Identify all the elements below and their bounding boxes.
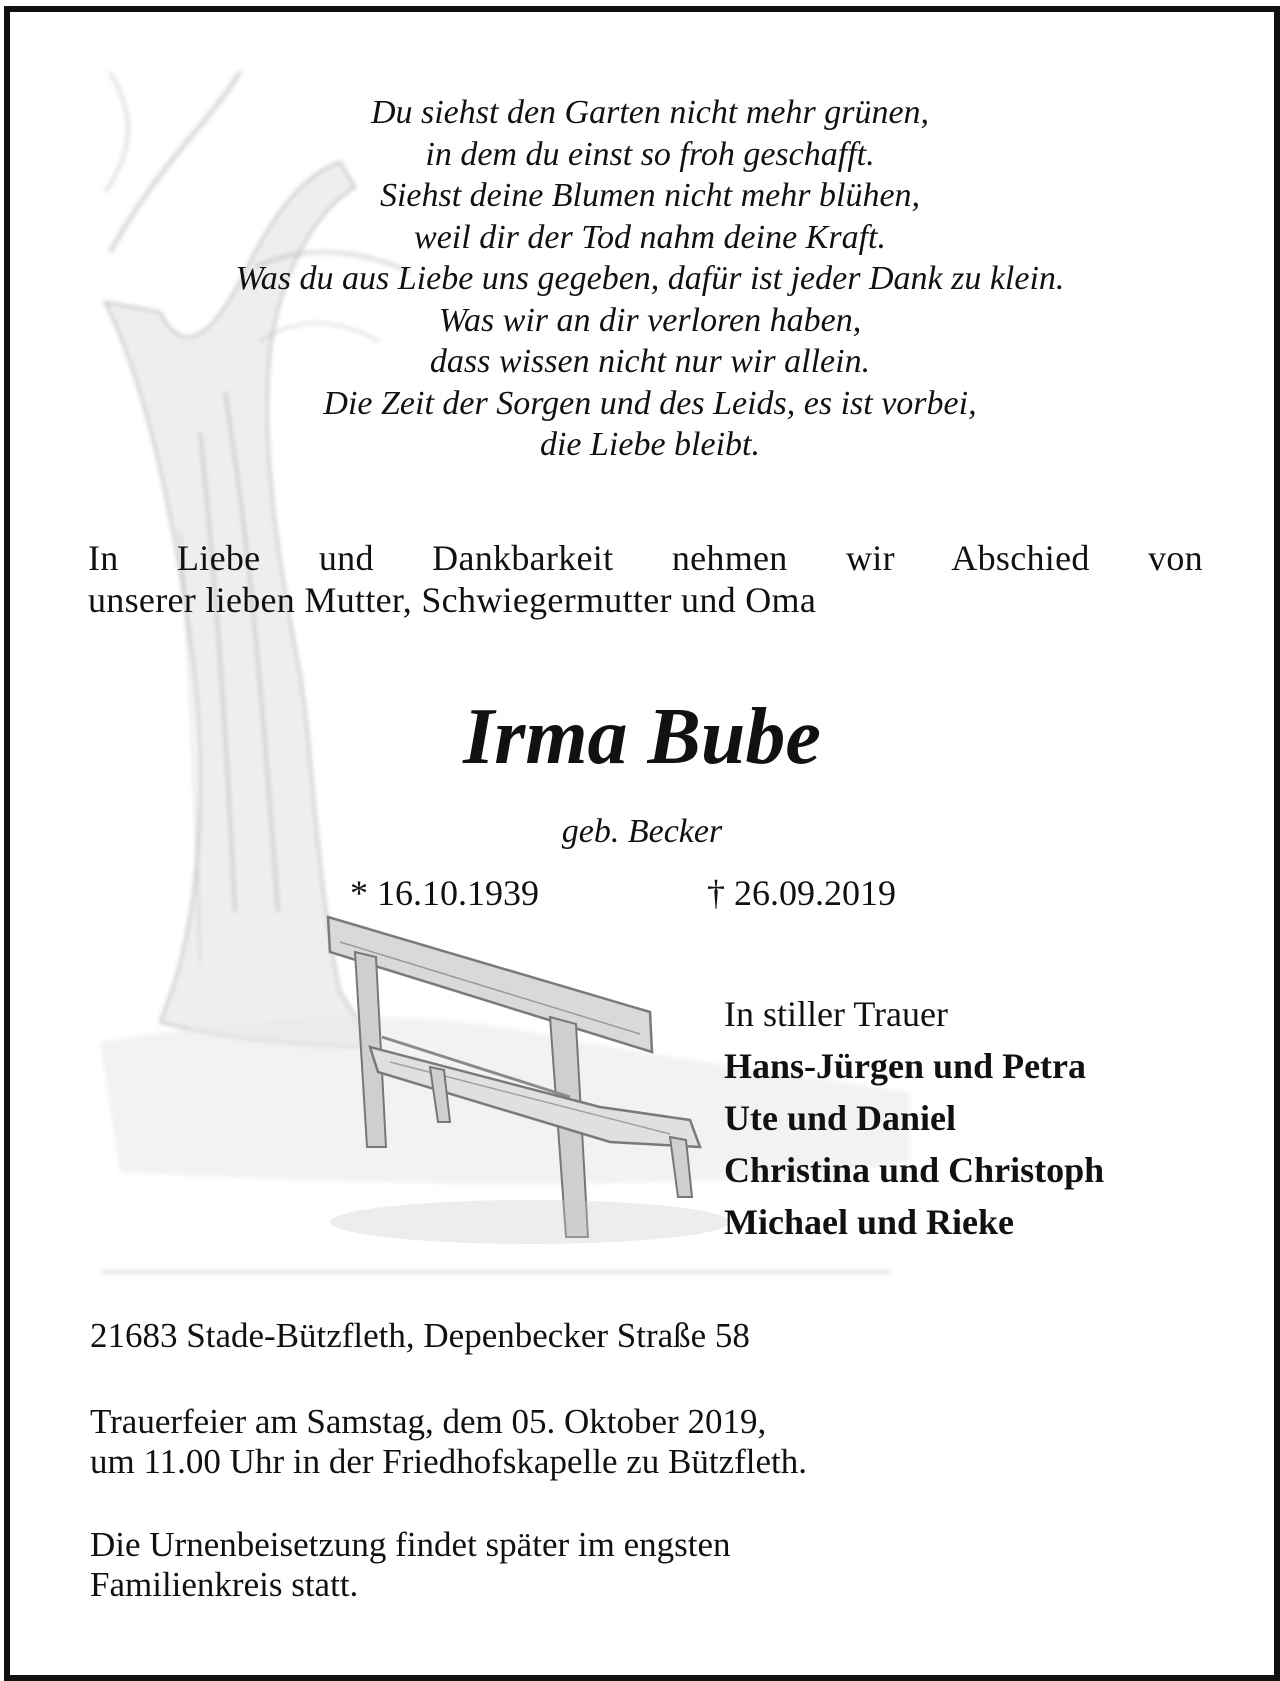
- family-address: 21683 Stade-Bützfleth, Depenbecker Straße 58: [90, 1316, 750, 1355]
- intro-line-1: In Liebe und Dankbarkeit nehmen wir Abschied von: [88, 538, 1203, 578]
- deceased-name: Irma Bube: [463, 693, 821, 781]
- poem-line: dass wissen nicht nur wir allein.: [429, 343, 871, 380]
- mourners-names: [724, 1040, 1104, 1248]
- mourners-heading: In stiller Trauer: [724, 994, 948, 1034]
- burial-line-2: Familienkreis statt.: [90, 1565, 359, 1604]
- mourner-entry: Michael und Rieke: [724, 1202, 1015, 1242]
- poem-line: weil dir der Tod nahm deine Kraft.: [414, 218, 886, 256]
- funeral-ceremony-info: [90, 1402, 807, 1482]
- poem-line: die Liebe bleibt.: [539, 426, 760, 463]
- mourner-entry: Christina und Christoph: [724, 1150, 1105, 1190]
- memorial-poem: [90, 92, 1210, 466]
- mourner-entry: Hans-Jürgen und Petra: [724, 1046, 1087, 1086]
- intro-line-2: unserer lieben Mutter, Schwiegermutter und Oma: [88, 580, 817, 620]
- poem-line: Die Zeit der Sorgen und des Leids, es ist vorbei,: [323, 384, 977, 422]
- mourner-entry: Ute und Daniel: [724, 1098, 957, 1138]
- poem-line: Du siehst den Garten nicht mehr grünen,: [370, 94, 930, 131]
- maiden-name: geb. Becker: [561, 813, 723, 850]
- birth-date: * 16.10.1939: [350, 873, 539, 913]
- urn-burial-info: [90, 1525, 731, 1605]
- poem-line: in dem du einst so froh geschafft.: [425, 135, 875, 173]
- obituary-notice: [4, 6, 1280, 1681]
- farewell-intro: [88, 537, 1203, 621]
- ceremony-line-1: Trauerfeier am Samstag, dem 05. Oktober 2019,: [90, 1402, 767, 1441]
- poem-line: Was du aus Liebe uns gegeben, dafür ist jeder Dank zu klein.: [235, 260, 1065, 297]
- burial-line-1: Die Urnenbeisetzung findet später im engsten: [90, 1525, 731, 1564]
- death-date: † 26.09.2019: [707, 873, 896, 913]
- poem-line: Siehst deine Blumen nicht mehr blühen,: [379, 177, 921, 214]
- poem-line: Was wir an dir verloren haben,: [438, 301, 862, 339]
- mourners-block: [724, 988, 1104, 1248]
- ceremony-line-2: um 11.00 Uhr in der Friedhofskapelle zu Bützfleth.: [90, 1442, 808, 1481]
